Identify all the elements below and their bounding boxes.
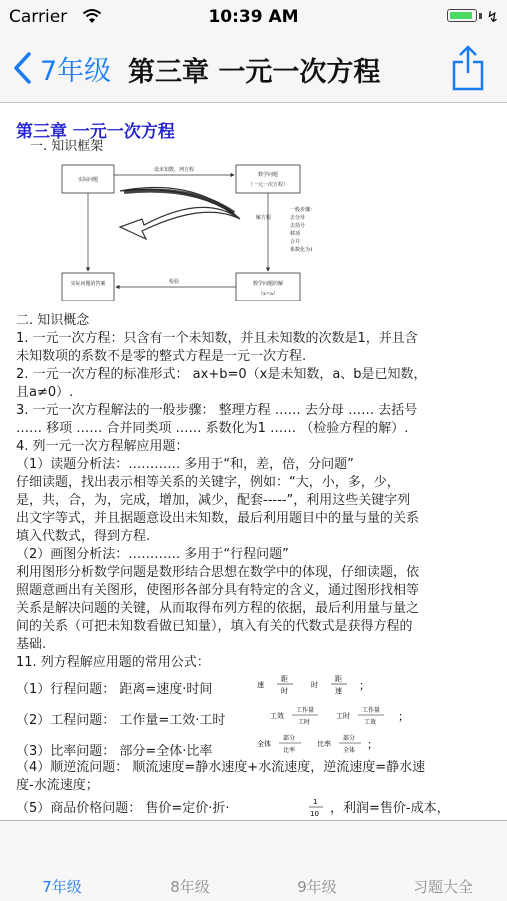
step-5: 系数化为1 [290, 247, 314, 253]
svg-text:速: 速 [335, 687, 342, 695]
doc-line-26: ，利润=售价-成本， [330, 801, 450, 816]
document-view[interactable] [0, 103, 507, 820]
doc-line-1: 1. 一元一次方程：只含有一个未知数，并且未知数的次数是1，并且含 [16, 331, 418, 346]
doc-line-7: 4. 列一元一次方程解应用题： [16, 439, 189, 454]
doc-line-13: （2）画图分析法：………… 多用于“行程问题” [16, 547, 289, 562]
svg-text:距: 距 [335, 675, 342, 683]
step-0: 一般步骤： [290, 207, 316, 213]
svg-text:工作量: 工作量 [296, 707, 315, 714]
doc-line-24: 度-水流速度； [16, 778, 99, 793]
box-real-answer-label: 实际问题的答案 [70, 281, 106, 287]
page-title: 第三章 一元一次方程 [128, 57, 381, 88]
doc-line-8: （1）读题分析法：………… 多用于“和，差，倍，分问题” [16, 457, 354, 472]
svg-text:时: 时 [281, 687, 288, 695]
box-real-answer [62, 273, 114, 301]
solve-label: 解方程 [256, 215, 272, 221]
fraction-work [268, 701, 418, 731]
big-curved-arrow [120, 188, 240, 240]
box-math-solution-label: 数学问题的解 [252, 281, 284, 287]
svg-text:；: ； [359, 679, 370, 692]
svg-text:距: 距 [281, 675, 288, 683]
doc-line-22: （3）比率问题： 部分=全体·比率 [16, 744, 213, 759]
battery-icon [447, 9, 477, 22]
doc-line-3: 2. 一元一次方程的标准形式： ax+b=0（x是未知数，a、b是已知数， [16, 367, 427, 382]
doc-line-2: 未知数项的系数不是零的整式方程是一元一次方程. [16, 349, 307, 364]
knowledge-framework-diagram [54, 161, 350, 301]
fraction-travel [255, 670, 375, 700]
arrow-top-label: 设未知数，列方程 [153, 167, 195, 173]
box-math-problem [236, 165, 300, 193]
svg-text:10: 10 [310, 810, 319, 818]
svg-text:速: 速 [257, 681, 264, 689]
box-math-problem-label: 数学问题 [257, 172, 279, 178]
svg-text:工时: 工时 [298, 719, 311, 726]
svg-text:比率: 比率 [317, 740, 331, 748]
document-title: 第三章 一元一次方程 [16, 122, 175, 142]
tab-grade-9[interactable]: 9年级 [297, 878, 337, 896]
tab-exercises[interactable]: 习题大全 [412, 878, 473, 896]
doc-line-25: （5）商品价格问题： 售价=定价·折· [16, 801, 230, 816]
step-2: 去括号 [290, 223, 306, 229]
svg-text:全体: 全体 [343, 747, 356, 754]
box-real-problem-label: 实际问题 [77, 177, 99, 183]
box-math-solution-sub: （x=a） [258, 291, 278, 297]
svg-text:时: 时 [311, 681, 318, 689]
chevron-left-icon [12, 51, 34, 85]
box-math-problem-sub: （一元一次方程） [247, 182, 289, 188]
clock: 10:39 AM [208, 7, 299, 27]
svg-text:部分: 部分 [343, 735, 356, 742]
battery-tip [479, 13, 482, 19]
svg-text:部分: 部分 [283, 735, 296, 742]
doc-line-6: …… 移项 …… 合并同类项 …… 系数化为1 …… （检验方程的解）. [16, 421, 409, 436]
svg-text:工效: 工效 [270, 712, 284, 720]
section-knowledge-framework: 一. 知识框架 [30, 139, 104, 154]
svg-text:工效: 工效 [364, 719, 377, 726]
step-4: 合并 [290, 239, 301, 245]
doc-line-15: 照题意画出有关图形，使图形各部分具有特定的含义，通过图形找相等 [16, 583, 420, 598]
share-icon[interactable] [451, 45, 485, 91]
doc-line-11: 出文字等式，并且据题意设出未知数，最后利用题目中的量与量的关系 [16, 511, 420, 526]
doc-line-17: 间的关系（可把未知数看做已知量），填入有关的代数式是获得方程的 [16, 619, 413, 634]
step-3: 移项 [290, 231, 301, 237]
svg-text:；: ； [367, 738, 378, 751]
carrier-label: Carrier [9, 7, 68, 27]
svg-text:工作量: 工作量 [362, 707, 381, 714]
doc-line-20: （1）行程问题： 距离=速度·时间 [16, 682, 213, 697]
back-button[interactable] [12, 50, 111, 86]
tab-grade-7[interactable]: 7年级 [42, 878, 82, 896]
svg-text:比率: 比率 [283, 747, 296, 754]
doc-line-0: 二. 知识概念 [16, 313, 90, 328]
doc-line-18: 基础. [16, 637, 47, 652]
arrow-bottom-label: 检验 [168, 279, 180, 285]
doc-line-14: 利用图形分析数学问题是数形结合思想在数学中的体现，仔细读题，依 [16, 565, 420, 580]
svg-text:全体: 全体 [257, 740, 271, 748]
doc-line-19: 11. 列方程解应用题的常用公式： [16, 655, 210, 670]
charging-icon: ↯ [486, 8, 499, 26]
doc-line-5: 3. 一元一次方程解法的一般步骤： 整理方程 …… 去分母 …… 去括号 [16, 403, 418, 418]
svg-text:；: ； [398, 710, 409, 723]
back-label: 7年级 [40, 55, 112, 87]
svg-text:工时: 工时 [336, 712, 350, 720]
tab-bar [0, 820, 507, 901]
navigation-bar [0, 36, 507, 103]
doc-line-16: 关系是解决问题的关键，从而取得布列方程的依据，最后利用量与量之 [16, 601, 420, 616]
doc-line-9: 仔细读题，找出表示相等关系的关键字，例如：“大，小，多，少， [16, 475, 400, 490]
fraction-ratio [255, 729, 385, 759]
doc-line-4: 且a≠0）. [16, 385, 74, 400]
fraction-discount [306, 793, 326, 820]
step-1: 去分母 [290, 215, 306, 221]
doc-line-12: 填入代数式，得到方程. [16, 529, 151, 544]
tab-grade-8[interactable]: 8年级 [170, 878, 210, 896]
svg-text:1: 1 [313, 798, 318, 806]
doc-line-10: 是，共，合，为，完成，增加，减少，配套-----”，利用这些关键字列 [16, 493, 411, 508]
doc-line-21: （2）工程问题： 工作量=工效·工时 [16, 713, 226, 728]
status-bar [0, 0, 507, 36]
doc-line-23: （4）顺逆流问题： 顺流速度=静水速度+水流速度，逆流速度=静水速 [16, 760, 426, 775]
